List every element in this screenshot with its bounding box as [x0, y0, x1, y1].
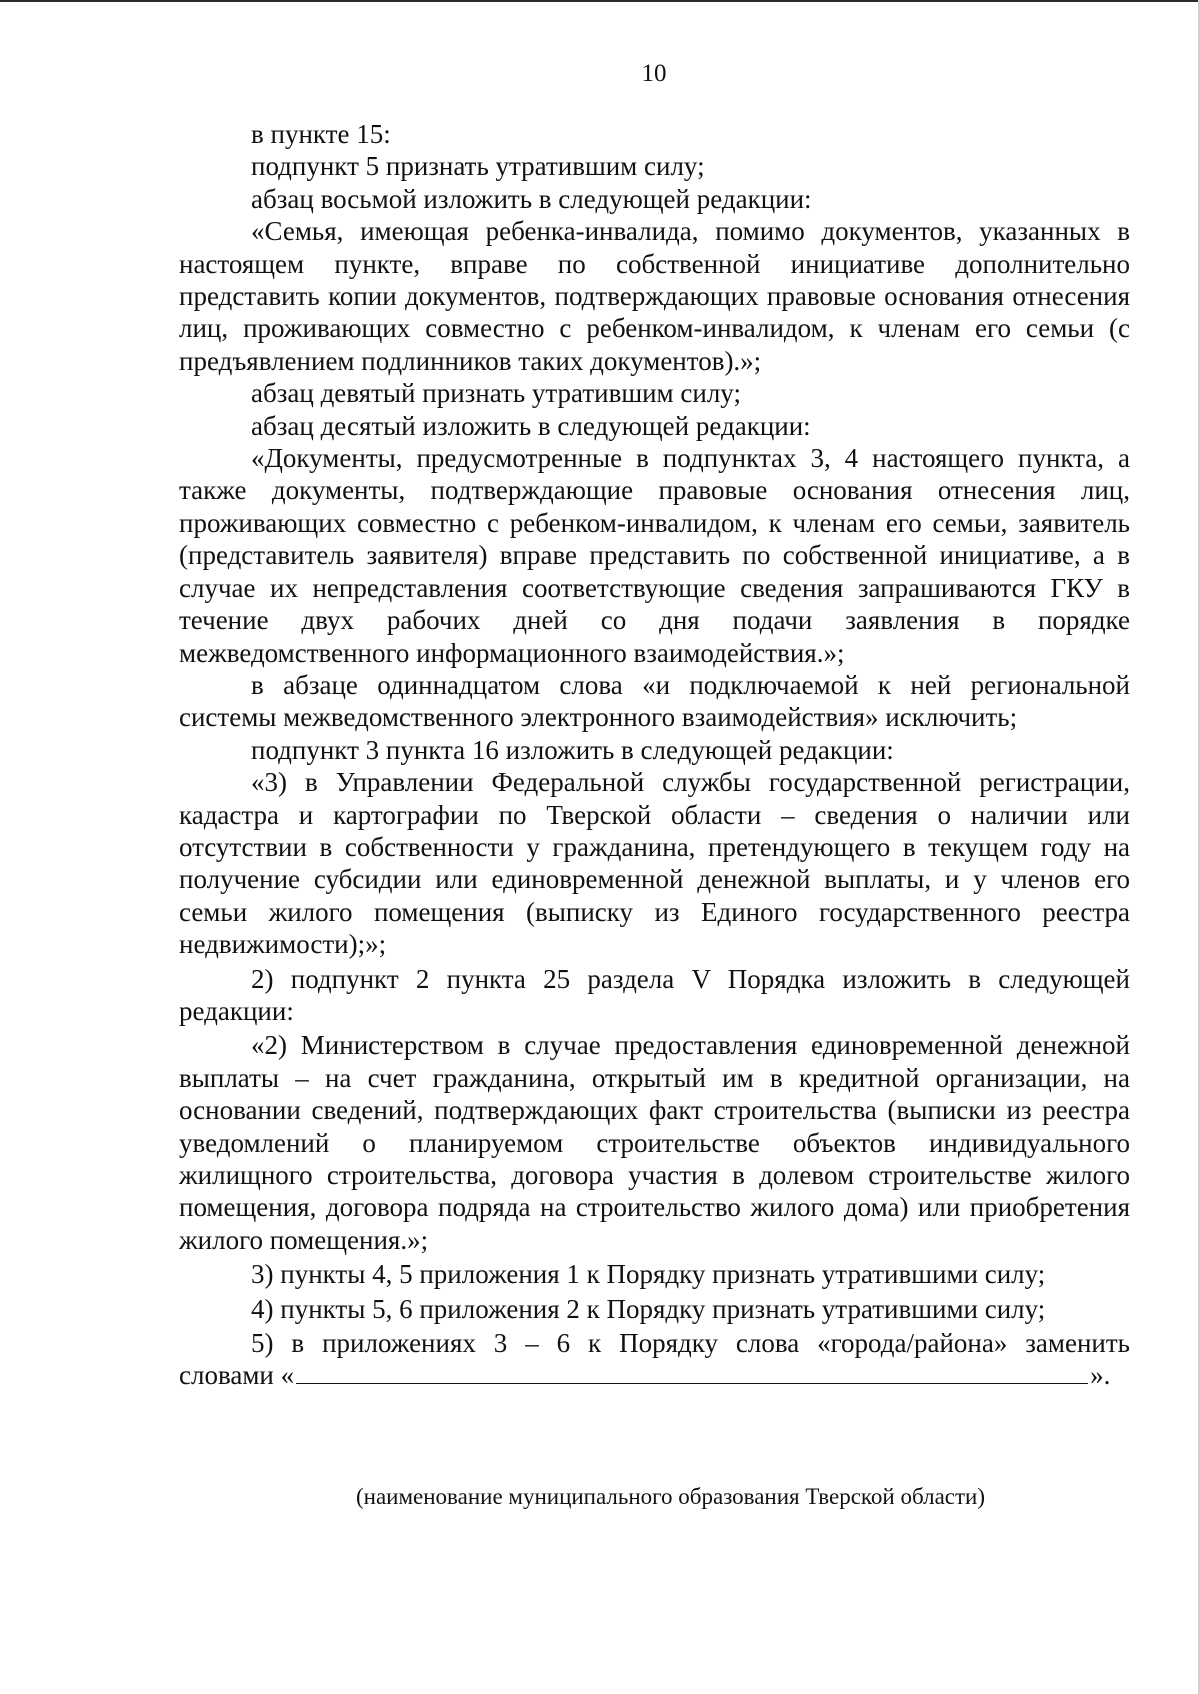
paragraph-2: подпункт 5 признать утратившим силу; [251, 151, 705, 182]
paragraph-5: абзац девятый признать утратившим силу; [251, 378, 741, 409]
paragraph-1: в пункте 15: [251, 119, 391, 149]
blank-line-caption: (наименование муниципального образования Тверской области) [356, 1484, 986, 1509]
paragraph-15-line1: 5) в приложениях 3 – 6 к Порядку слова «города/района» заменить [251, 1328, 1130, 1359]
paragraph-6: абзац десятый изложить в следующей редакции: [251, 410, 811, 441]
paragraph-4: «Семья, имеющая ребенка-инвалида, помимо документов, указанных в настоящем пункте, вправе по собственной инициативе дополнительно представить копии документов, подтверждающих правовые основания отнесения лиц, проживающих совместно с ребенком-инвалидом, к членам его семьи (с предъявлением подлинников таких документов).»; [179, 216, 1130, 376]
paragraph-14: 4) пункты 5, 6 приложения 2 к Порядку признать утратившими силу; [251, 1293, 1046, 1324]
paragraph-12: «2) Министерством в случае предоставления единовременной денежной выплаты – на счет гражданина, открытый им в кредитной организации, на основании сведений, подтверждающих факт строительства (выписки из реестра уведомлений о планируемом строительстве объектов индивидуального жилищного строительства, договора участия в долевом строительстве жилого помещения, договора подряда на строительство жилого дома) или приобретения жилого помещения.»; [179, 1030, 1130, 1255]
paragraph-7: «Документы, предусмотренные в подпунктах 3, 4 настоящего пункта, а также документы, подтверждающие правовые основания отнесения лиц, проживающих совместно с ребенком-инвалидом, к членам его семьи, заявитель (представитель заявителя) вправе представить по собственной инициативе, а в случае их непредставления соответствующие сведения запрашиваются ГКУ в течение двух рабочих дней со дня подачи заявления в порядке межведомственного информационного взаимодействия.»; [179, 443, 1130, 668]
paragraph-13: 3) пункты 4, 5 приложения 1 к Порядку признать утратившими силу; [251, 1259, 1046, 1290]
replacement-prefix: словами « [179, 1360, 295, 1391]
replacement-suffix: ». [1090, 1360, 1111, 1391]
page-number: 10 [641, 60, 667, 87]
paragraph-9: подпункт 3 пункта 16 изложить в следующей редакции: [251, 734, 894, 765]
scan-edge-top [0, 0, 1200, 2]
document-body [179, 118, 1130, 1392]
paragraph-10: «3) в Управлении Федеральной службы государственной регистрации, кадастра и картографии по Тверской области – сведения о наличии или отсутствии в собственности у гражданина, претендующего в текущем году на получение субсидии или единовременной денежной выплаты, и у членов его семьи жилого помещения (выписку из Единого государственного реестра недвижимости);»; [179, 767, 1130, 960]
fill-in-blank-line [296, 1359, 1088, 1384]
paragraph-11: 2) подпункт 2 пункта 25 раздела V Порядка изложить в следующей редакции: [179, 963, 1130, 1026]
paragraph-8: в абзаце одиннадцатом слова «и подключаемой к ней региональной системы межведомственного электронного взаимодействия» исключить; [179, 669, 1130, 733]
paragraph-15-line2 [179, 1359, 1130, 1391]
paragraph-3: абзац восьмой изложить в следующей редакции: [251, 183, 812, 214]
